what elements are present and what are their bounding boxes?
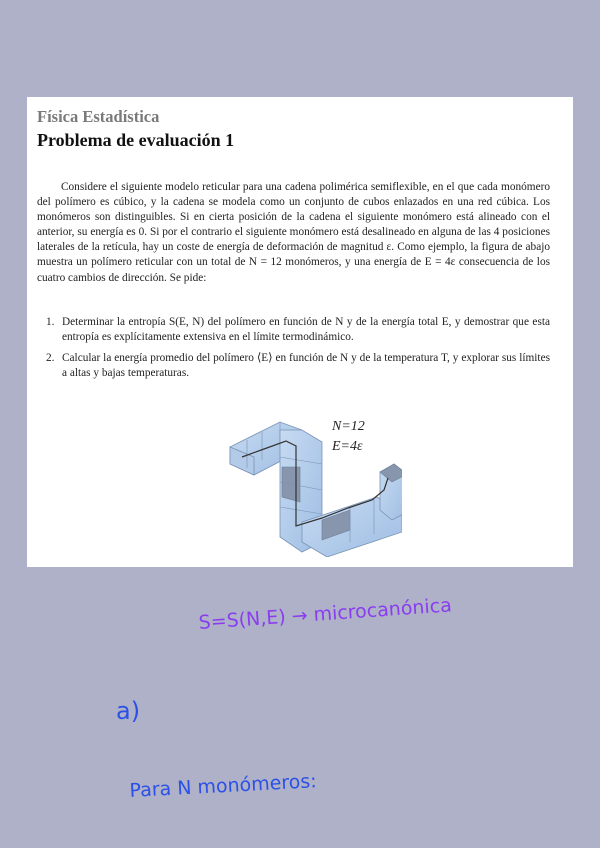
task-item bbox=[37, 351, 550, 381]
task-list bbox=[37, 315, 550, 387]
course-subject: Física Estadística bbox=[37, 107, 160, 126]
handwritten-note-monomers: Para N monómeros: bbox=[129, 770, 318, 802]
problem-statement: Considere el siguiente modelo reticular para una cadena polimérica semiflexible, en el que cada monómero del polímero es cúbico, y la cadena se modela como un conjunto de cubos enlazados en una red cúbica. Los monómeros son distinguibles. Si en cierta posición de la cadena el siguiente monómero está alineado con el anterior, su energía es 0. Si por el contrario el siguiente monómero está desalineado en alguna de las 4 posiciones laterales de la retícula, hay un coste de energía de deformación de magnitud ε. Como ejemplo, la figura de abajo muestra un polímero reticular con un total de N = 12 monómeros, y una energía de E = 4ε consecuencia de los cuatro cambios de dirección. Se pide: bbox=[37, 181, 550, 284]
problem-sheet bbox=[27, 97, 573, 567]
figure-e-label: E=4ε bbox=[332, 439, 363, 454]
problem-title: Problema de evaluación 1 bbox=[37, 130, 235, 150]
figure-n-label: N=12 bbox=[332, 419, 365, 434]
task-item bbox=[37, 315, 550, 345]
task-number: 1. bbox=[46, 316, 55, 328]
task-text: Calcular la energía promedio del polímero ⟨E⟩ en función de N y de la temperatura T, y explorar sus límites a altas y bajas temperaturas. bbox=[62, 352, 550, 380]
handwritten-note-microcanonical: S=S(N,E) → microcanónica bbox=[198, 594, 453, 634]
polymer-lattice-illustration bbox=[202, 402, 402, 557]
task-text: Determinar la entropía S(E, N) del polímero en función de N y de la energía total E, y demostrar que esta entropía es explícitamente extensiva en el límite termodinámico. bbox=[62, 316, 550, 344]
task-number: 2. bbox=[46, 352, 55, 365]
polymer-figure bbox=[202, 402, 402, 557]
handwritten-note-part-a: a) bbox=[116, 697, 141, 725]
